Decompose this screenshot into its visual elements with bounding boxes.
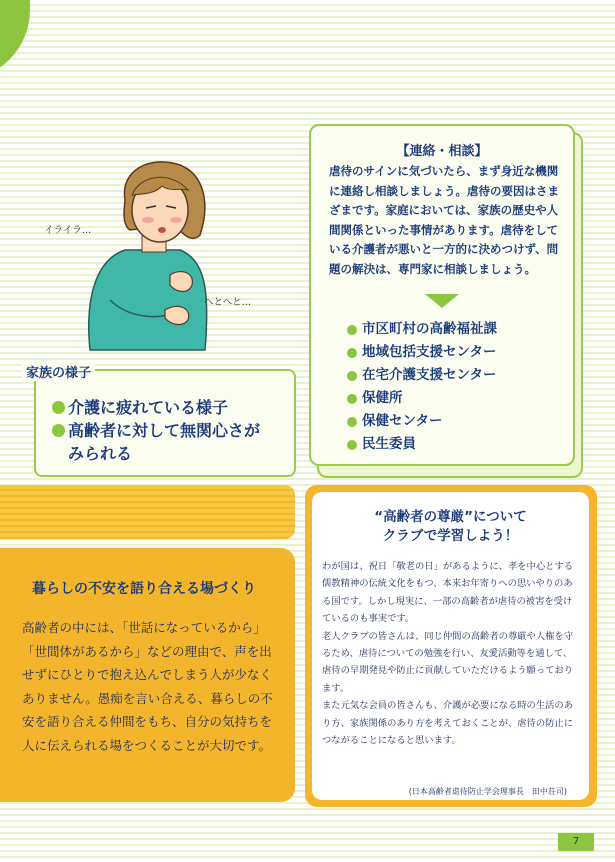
list-item: 民生委員 bbox=[347, 433, 497, 456]
corner-tab bbox=[0, 0, 30, 80]
contact-box bbox=[309, 124, 575, 466]
family-label: 家族の様子 bbox=[22, 362, 95, 381]
bullet-dot-icon bbox=[347, 440, 357, 450]
dignity-box bbox=[312, 492, 589, 800]
life-title: 暮らしの不安を語り合える場づくり bbox=[32, 581, 256, 597]
contact-body: 虐待のサインに気づいたら、まず身近な機関に連絡し相談しましょう。虐待の要因はさまざまです。家庭においては、家族の歴史や人間関係といった事情があります。虐待をしている介護者が悪いと一方的に決めつけず、問題の解決は、専門家に相談しましょう。 bbox=[329, 164, 559, 276]
bullet-dot-icon bbox=[347, 371, 357, 381]
list-item: 高齢者に対して無関心さが bbox=[52, 419, 260, 442]
contact-title: 【連絡・相談】 bbox=[396, 144, 488, 159]
list-item: 保健所 bbox=[347, 387, 497, 410]
bullet-dot-icon bbox=[347, 325, 357, 335]
tired-woman-illustration bbox=[70, 150, 220, 360]
dignity-paragraph: わが国は、祝日「敬老の日」があるように、孝を中心とする儒教精神の伝統文化をもつ、本来お年寄りへの思いやりのある国です。しかし現実に、一部の高齢者が虐待の被害を受けているのも事実です。 bbox=[322, 561, 574, 625]
list-item: 介護に疲れている様子 bbox=[52, 396, 260, 419]
life-box bbox=[0, 548, 295, 802]
list-item: 市区町村の高齢福祉課 bbox=[347, 318, 497, 341]
bullet-dot-icon bbox=[52, 401, 65, 414]
dignity-title: “高齢者の尊厳”について クラブで学習しよう！ bbox=[374, 509, 527, 544]
dignity-paragraph: 老人クラブの皆さんは、同じ仲間の高齢者の尊厳や人権を守るため、虐待についての勉強を行い、友愛活動等を通して、虐待の早期発見や防止に貢献していただけるよう願っております。 bbox=[322, 630, 574, 694]
page-number: 7 bbox=[558, 833, 594, 851]
bullet-dot-icon bbox=[347, 348, 357, 358]
list-item-continuation: みられる bbox=[68, 444, 133, 463]
dignity-body bbox=[322, 558, 579, 749]
bullet-dot-icon bbox=[347, 394, 357, 404]
list-item: 保健センター bbox=[347, 410, 497, 433]
list-item: 地域包括支援センター bbox=[347, 341, 497, 364]
contact-list bbox=[347, 318, 497, 456]
dignity-paragraph: また元気な会員の皆さんも、介護が必要になる時の生活のあり方、家族関係のあり方を考えておくことが、虐待の防止につながることになると思います。 bbox=[322, 700, 574, 747]
bullet-dot-icon bbox=[52, 424, 65, 437]
arrow-down-icon bbox=[425, 294, 459, 308]
life-body: 高齢者の中には、「世話になっているから」「世間体があるから」などの理由で、声を出せずにひとりで抱え込んでしまう人が少なくありません。愚痴を言い合える、暮らしの不安を語り合える仲間をもち、自分の気持ちを人に伝えられる場をつくることが大切です。 bbox=[22, 620, 273, 753]
dignity-signature: (日本高齢者虐待防止学会理事長 田中荘司) bbox=[408, 787, 567, 796]
family-list bbox=[52, 396, 260, 465]
list-item: 在宅介護支援センター bbox=[347, 364, 497, 387]
speech-exhausted: へとへと… bbox=[204, 297, 252, 308]
decorative-strip bbox=[0, 485, 295, 539]
bullet-dot-icon bbox=[347, 417, 357, 427]
speech-irritated: イライラ… bbox=[44, 225, 92, 236]
